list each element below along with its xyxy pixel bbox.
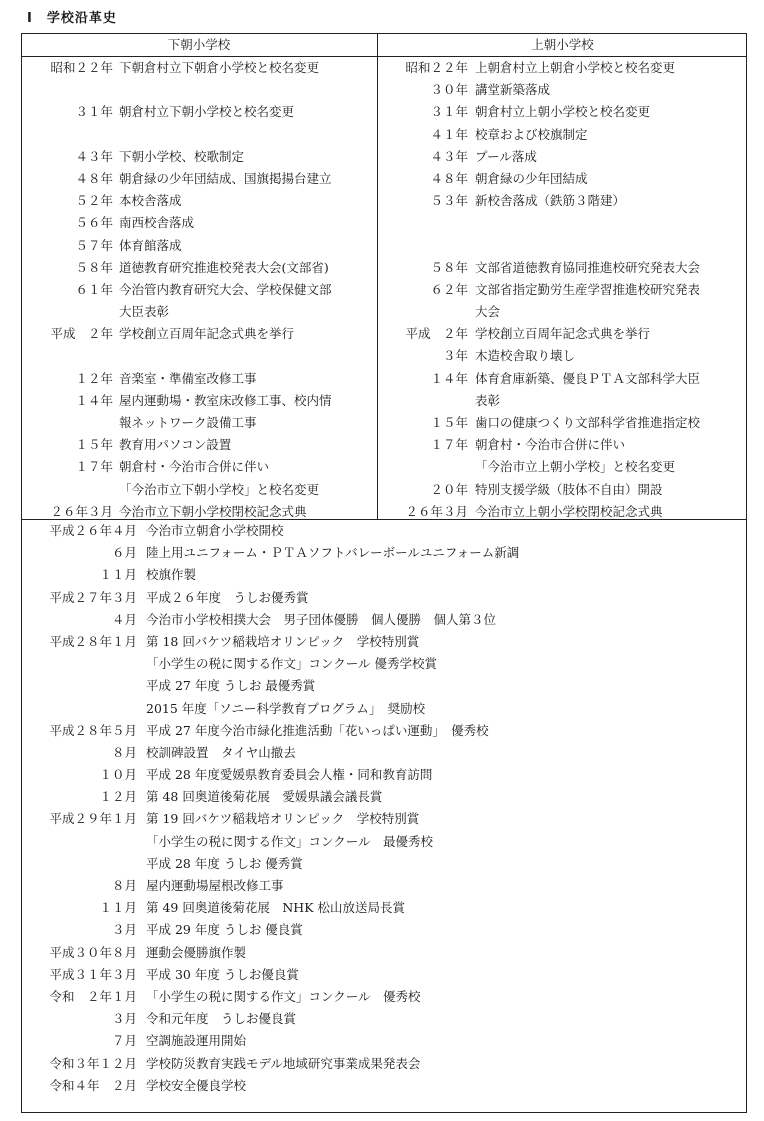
- shimoasa-history-entry: [29, 235, 374, 257]
- asakura-history-entry: [29, 653, 741, 675]
- kamiasa-history-entry-event: 歯口の健康つくり文部科学省推進指定校: [475, 415, 701, 430]
- kamiasa-history-entry-event: 講堂新築落成: [475, 82, 551, 98]
- asakura-history-entry-event: 平成 27 年度今治市緑化推進活動「花いっぱい運動」 優秀校: [146, 722, 489, 738]
- shimoasa-history-entry: [29, 146, 374, 168]
- asakura-history-entry: [29, 919, 741, 941]
- shimoasa-history-entry: [29, 434, 374, 456]
- kamiasa-history-entry-event: 表彰: [475, 392, 501, 408]
- kamiasa-history-entry: [386, 57, 742, 79]
- asakura-history-entry-date: 令和４年 ２月: [49, 1077, 137, 1093]
- kamiasa-history-entry-date: ４１年: [430, 126, 468, 142]
- asakura-history-entry-event: 「小学生の税に関する作文」コンクール 優秀学校賞: [146, 656, 437, 672]
- shimoasa-history-entry-date: 昭和２２年: [50, 60, 113, 75]
- kamiasa-history-entry-date: ３１年: [430, 104, 468, 120]
- shimoasa-history-entry-date: １２年: [75, 370, 113, 386]
- asakura-history-entry-event: 平成 29 年度 うしお 優良賞: [146, 922, 303, 938]
- shimoasa-history-entry-date: ２６年３月: [50, 503, 113, 519]
- asakura-history-entry: [29, 520, 741, 542]
- shimoasa-history-entry-event: 今治市立下朝小学校閉校記念式典: [119, 503, 307, 519]
- asakura-history-entry: [29, 542, 741, 564]
- asakura-history-entry-date: 令和 ２年１月: [49, 988, 137, 1004]
- shimoasa-history-entry-date: ４８年: [75, 170, 113, 186]
- shimoasa-history-entry-event: 屋内運動場・教室床改修工事、校内情: [119, 392, 332, 408]
- shimoasa-history-entry-event: 朝倉村・今治市合併に伴い: [119, 459, 270, 475]
- asakura-history-entry-event: 学校安全優良学校: [146, 1077, 247, 1093]
- shimoasa-history-entry-event: 下朝小学校、校歌制定: [119, 148, 245, 164]
- shimoasa-history-entry: [29, 57, 374, 79]
- kamiasa-history-entry-event: プール落成: [475, 148, 537, 164]
- asakura-history-entry-event: 校訓碑設置 タイヤ山撤去: [146, 744, 296, 760]
- kamiasa-history-entry-date: ５８年: [430, 259, 468, 275]
- asakura-history-entry-date: 令和３年１２月: [49, 1055, 137, 1071]
- kamiasa-history-entry-event: 今治市立上朝小学校閉校記念式典: [475, 503, 663, 519]
- asakura-history-entry: [29, 587, 741, 609]
- column-divider: [377, 33, 378, 519]
- kamiasa-history-entry-event: 学校創立百周年記念式典を挙行: [475, 326, 651, 342]
- asakura-history-entry-event: 第 18 回バケツ稲栽培オリンピック 学校特別賞: [146, 633, 420, 649]
- shimoasa-history-entry-date: ５８年: [75, 259, 113, 275]
- shimoasa-history-entry-event: 下朝倉村立下朝倉小学校と校名変更: [119, 60, 320, 75]
- shimoasa-history-entry: [29, 124, 374, 146]
- kamiasa-history-entry-event: 体育倉庫新築、優良ＰＴＡ文部科学大臣: [475, 370, 701, 386]
- kamiasa-history-entry: [386, 456, 742, 478]
- asakura-history-entry-event: 第 19 回バケツ稲栽培オリンピック 学校特別賞: [146, 811, 420, 827]
- kamiasa-history-entry: [386, 146, 742, 168]
- kamiasa-history-entry-date: ３０年: [430, 82, 468, 98]
- asakura-history-entry-date: ３月: [111, 922, 137, 938]
- asakura-history-entry-date: 平成２６年４月: [49, 523, 137, 538]
- shimoasa-history-entry-date: １５年: [75, 437, 113, 453]
- shimoasa-history-entry-event: 報ネットワーク設備工事: [119, 415, 257, 430]
- kamiasa-history-entry-event: 朝倉村立上朝小学校と校名変更: [475, 104, 651, 120]
- shimoasa-history-entry-event: 大臣表彰: [119, 304, 170, 320]
- shimoasa-history-entry: [29, 257, 374, 279]
- shimoasa-history-entry-event: 学校創立百周年記念式典を挙行: [119, 326, 295, 342]
- shimoasa-history-entry: [29, 479, 374, 501]
- shimoasa-history-entry: [29, 101, 374, 123]
- shimoasa-history-entry: [29, 390, 374, 412]
- asakura-history-entry: [29, 786, 741, 808]
- shimoasa-history-entry-event: 本校舎落成: [119, 193, 182, 209]
- shimoasa-history-entry-date: １４年: [75, 392, 113, 408]
- kamiasa-history-list: [386, 57, 742, 523]
- kamiasa-history-entry-event: 特別支援学級（肢体不自由）開設: [475, 481, 663, 497]
- kamiasa-history-entry: [386, 124, 742, 146]
- asakura-history-entry: [29, 1030, 741, 1052]
- shimoasa-history-entry: [29, 456, 374, 478]
- kamiasa-history-entry-event: 新校舎落成（鉄筋３階建）: [475, 193, 626, 209]
- asakura-history-entry: [29, 698, 741, 720]
- asakura-history-entry: [29, 609, 741, 631]
- shimoasa-history-entry-event: 体育館落成: [119, 237, 182, 253]
- asakura-history-entry: [29, 631, 741, 653]
- kamiasa-history-entry-date: ４８年: [430, 170, 468, 186]
- asakura-history-entry-date: １１月: [99, 900, 137, 916]
- kamiasa-history-entry-event: 木造校舎取り壊し: [475, 348, 576, 364]
- asakura-history-entry: [29, 1053, 741, 1075]
- asakura-history-entry-date: ７月: [111, 1033, 137, 1049]
- kamiasa-history-entry-event: 朝倉緑の少年団結成: [475, 170, 588, 186]
- kamiasa-history-entry: [386, 412, 742, 434]
- kamiasa-history-entry: [386, 279, 742, 301]
- shimoasa-history-entry-event: 音楽室・準備室改修工事: [119, 370, 257, 386]
- kamiasa-history-entry: [386, 257, 742, 279]
- asakura-history-entry-date: 平成３１年３月: [49, 966, 137, 982]
- asakura-history-entry: [29, 831, 741, 853]
- shimoasa-history-entry-date: ４３年: [75, 148, 113, 164]
- kamiasa-history-entry-date: ２６年３月: [405, 503, 468, 519]
- asakura-history-entry-event: 今治市立朝倉小学校開校: [146, 523, 284, 538]
- kamiasa-history-entry-event: 校章および校旗制定: [475, 126, 588, 142]
- shimoasa-history-entry-date: ５７年: [75, 237, 113, 253]
- shimoasa-history-entry: [29, 368, 374, 390]
- asakura-history-entry-date: １１月: [99, 567, 137, 583]
- shimoasa-history-entry: [29, 79, 374, 101]
- asakura-history-entry-event: 2015 年度「ソニー科学教育プログラム」 奨励校: [146, 700, 426, 716]
- shimoasa-history-entry: [29, 190, 374, 212]
- asakura-history-list: [29, 520, 741, 1097]
- shimoasa-history-entry-date: 平成 ２年: [50, 326, 113, 342]
- shimoasa-history-entry: [29, 301, 374, 323]
- asakura-history-entry-event: 「小学生の税に関する作文」コンクール 最優秀校: [146, 833, 434, 849]
- shimoasa-school-header: 下朝小学校: [167, 37, 231, 52]
- kamiasa-history-entry: [386, 235, 742, 257]
- shimoasa-history-entry: [29, 345, 374, 367]
- asakura-history-entry-event: 空調施設運用開始: [146, 1033, 247, 1049]
- asakura-history-entry: [29, 808, 741, 830]
- asakura-history-entry-event: 平成 30 年度 うしお優良賞: [146, 966, 299, 982]
- kamiasa-school-header: 上朝小学校: [531, 37, 594, 52]
- shimoasa-history-entry-date: ５２年: [75, 193, 113, 209]
- kamiasa-history-entry-date: １４年: [430, 370, 468, 386]
- asakura-history-entry-event: 平成 28 年度愛媛県教育委員会人権・同和教育訪問: [146, 767, 433, 783]
- kamiasa-history-entry: [386, 368, 742, 390]
- asakura-history-entry-date: １０月: [99, 767, 137, 783]
- shimoasa-history-entry: [29, 279, 374, 301]
- asakura-history-entry-date: 平成２８年１月: [49, 633, 137, 649]
- kamiasa-history-entry-date: ５３年: [430, 193, 468, 209]
- asakura-history-entry-event: 第 49 回奥道後菊花展 NHK 松山放送局長賞: [146, 900, 406, 916]
- shimoasa-history-entry-date: ６１年: [75, 281, 113, 297]
- asakura-history-entry-event: 平成 27 年度 うしお 最優秀賞: [146, 678, 316, 694]
- shimoasa-history-entry-event: 今治管内教育研究大会、学校保健文部: [119, 281, 332, 297]
- asakura-history-entry-event: 陸上用ユニフォーム・ＰＴＡソフトバレーボールユニフォーム新調: [146, 545, 520, 561]
- asakura-history-entry-event: 「小学生の税に関する作文」コンクール 優秀校: [146, 988, 421, 1004]
- shimoasa-history-entry: [29, 168, 374, 190]
- asakura-history-entry-date: ６月: [111, 545, 137, 561]
- kamiasa-history-entry: [386, 479, 742, 501]
- asakura-history-entry: [29, 675, 741, 697]
- asakura-history-entry-event: 平成２６年度 うしお優秀賞: [146, 589, 309, 605]
- shimoasa-history-entry: [29, 412, 374, 434]
- asakura-history-entry: [29, 742, 741, 764]
- asakura-history-entry-event: 第 48 回奥道後菊花展 愛媛県議会議長賞: [146, 789, 383, 805]
- kamiasa-history-entry: [386, 190, 742, 212]
- asakura-history-entry-event: 学校防災教育実践モデル地域研究事業成果発表会: [146, 1055, 421, 1071]
- asakura-history-entry: [29, 853, 741, 875]
- shimoasa-history-entry-event: 朝倉緑の少年団結成、国旗掲揚台建立: [119, 170, 332, 186]
- kamiasa-history-entry: [386, 212, 742, 234]
- asakura-history-entry-event: 今治市小学校相撲大会 男子団体優勝 個人優勝 個人第３位: [146, 611, 497, 627]
- shimoasa-history-entry: [29, 212, 374, 234]
- asakura-history-entry: [29, 764, 741, 786]
- kamiasa-history-entry: [386, 390, 742, 412]
- asakura-history-entry: [29, 1008, 741, 1030]
- kamiasa-history-entry: [386, 168, 742, 190]
- asakura-history-entry: [29, 1075, 741, 1097]
- kamiasa-history-entry: [386, 301, 742, 323]
- asakura-history-entry: [29, 564, 741, 586]
- shimoasa-history-entry-date: １７年: [75, 459, 113, 475]
- asakura-history-entry-date: ８月: [111, 744, 137, 760]
- asakura-history-entry: [29, 942, 741, 964]
- shimoasa-history-entry: [29, 323, 374, 345]
- asakura-history-entry-event: 校旗作製: [146, 567, 197, 583]
- asakura-history-entry-event: 平成 28 年度 うしお 優秀賞: [146, 855, 303, 871]
- asakura-history-entry: [29, 964, 741, 986]
- kamiasa-history-entry-date: ３年: [442, 348, 468, 364]
- shimoasa-history-entry-date: ３１年: [75, 104, 113, 120]
- asakura-history-entry-date: 平成３０年８月: [49, 944, 137, 960]
- kamiasa-history-entry-date: １５年: [430, 415, 468, 430]
- kamiasa-history-entry: [386, 79, 742, 101]
- asakura-history-entry-event: 運動会優勝旗作製: [146, 944, 247, 960]
- kamiasa-history-entry-event: 朝倉村・今治市合併に伴い: [475, 437, 626, 453]
- page-heading: Ⅰ 学校沿革史: [27, 11, 117, 26]
- kamiasa-history-entry-event: 上朝倉村立上朝倉小学校と校名変更: [475, 60, 676, 75]
- kamiasa-history-entry: [386, 434, 742, 456]
- asakura-history-entry: [29, 986, 741, 1008]
- shimoasa-history-entry-date: ５６年: [75, 215, 113, 231]
- shimoasa-history-entry-event: 朝倉村立下朝小学校と校名変更: [119, 104, 295, 120]
- kamiasa-history-entry-date: 平成 ２年: [405, 326, 468, 342]
- kamiasa-history-entry-date: ２０年: [430, 481, 468, 497]
- asakura-history-entry: [29, 720, 741, 742]
- asakura-history-entry-date: １２月: [99, 789, 137, 805]
- asakura-history-entry-date: 平成２９年１月: [49, 811, 137, 827]
- kamiasa-history-entry-event: 大会: [475, 304, 501, 320]
- shimoasa-history-entry-event: 南西校舎落成: [119, 215, 195, 231]
- asakura-history-entry-date: 平成２８年５月: [49, 722, 137, 738]
- shimoasa-history-entry-event: 「今治市立下朝小学校」と校名変更: [119, 481, 320, 497]
- asakura-history-entry-date: ４月: [111, 611, 137, 627]
- kamiasa-history-entry: [386, 323, 742, 345]
- shimoasa-history-entry-event: 道徳教育研究推進校発表大会(文部省): [119, 259, 329, 275]
- asakura-history-entry: [29, 875, 741, 897]
- asakura-history-entry-event: 令和元年度 うしお優良賞: [146, 1011, 297, 1027]
- asakura-history-entry-date: ８月: [111, 878, 137, 893]
- kamiasa-history-entry-date: 昭和２２年: [405, 60, 468, 75]
- kamiasa-history-entry: [386, 101, 742, 123]
- kamiasa-history-entry-event: 「今治市立上朝小学校」と校名変更: [475, 459, 676, 475]
- asakura-history-entry-event: 屋内運動場屋根改修工事: [146, 878, 284, 893]
- kamiasa-history-entry-date: ４３年: [430, 148, 468, 164]
- shimoasa-history-list: [29, 57, 374, 523]
- asakura-history-entry: [29, 897, 741, 919]
- kamiasa-history-entry-event: 文部省道徳教育協同推進校研究発表大会: [475, 259, 701, 275]
- asakura-history-entry-date: ３月: [111, 1011, 137, 1027]
- kamiasa-history-entry: [386, 345, 742, 367]
- asakura-history-entry-date: 平成２７年３月: [49, 589, 137, 605]
- kamiasa-history-entry-date: １７年: [430, 437, 468, 453]
- kamiasa-history-entry-date: ６２年: [430, 281, 468, 297]
- shimoasa-history-entry-event: 教育用パソコン設置: [119, 437, 232, 453]
- kamiasa-history-entry-event: 文部省指定勤労生産学習推進校研究発表: [475, 281, 701, 297]
